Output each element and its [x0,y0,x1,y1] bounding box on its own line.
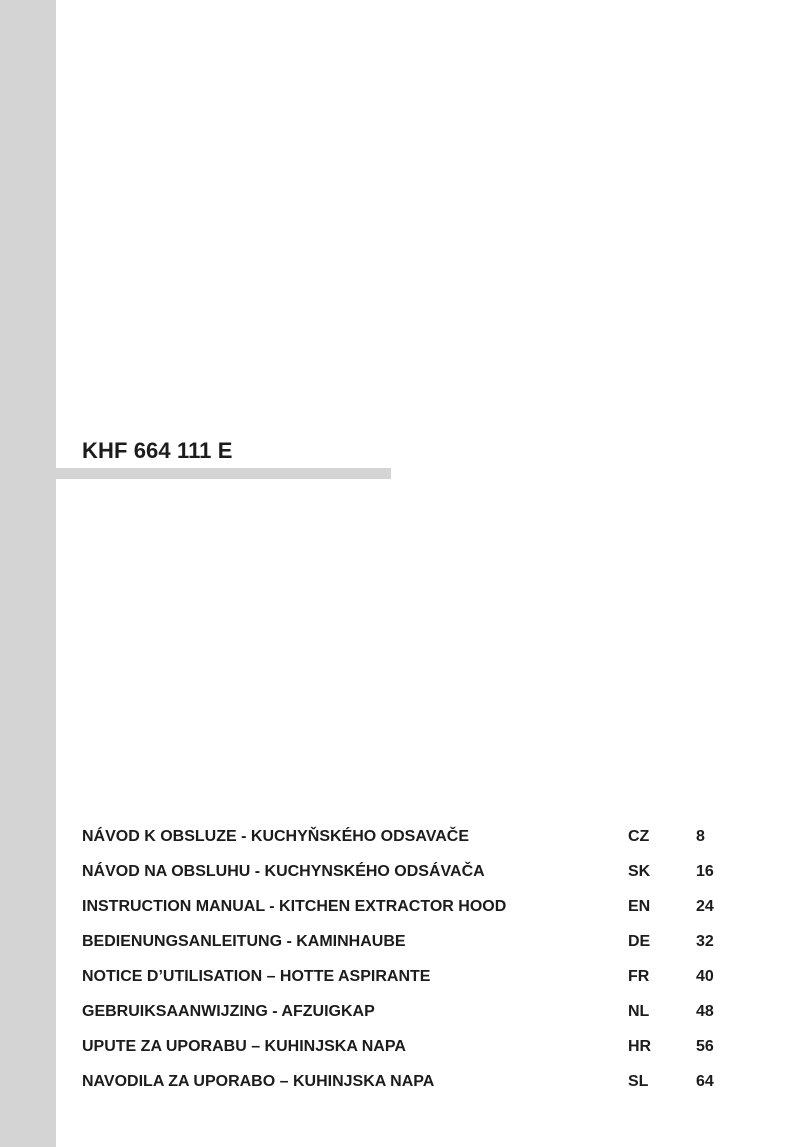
table-of-contents [82,826,742,1106]
toc-title: NÁVOD K OBSLUZE - KUCHYŇSKÉHO ODSAVAČE [82,828,469,845]
toc-title: UPUTE ZA UPORABU – KUHINJSKA NAPA [82,1038,406,1055]
toc-language-code: EN [628,898,651,915]
toc-row-nl[interactable] [82,1001,742,1036]
toc-row-hr[interactable] [82,1036,742,1071]
toc-page-number: 24 [696,898,714,915]
toc-language-code: FR [628,968,650,985]
toc-language-code: HR [628,1038,652,1055]
toc-title: NOTICE D’UTILISATION – HOTTE ASPIRANTE [82,968,431,985]
toc-page-number: 32 [696,933,714,950]
toc-title: INSTRUCTION MANUAL - KITCHEN EXTRACTOR HOOD [82,898,507,915]
toc-page-number: 56 [696,1038,714,1055]
toc-page-number: 40 [696,968,714,985]
toc-title: NAVODILA ZA UPORABO – KUHINJSKA NAPA [82,1073,435,1090]
title-underline-bar [56,468,391,479]
toc-title: NÁVOD NA OBSLUHU - KUCHYNSKÉHO ODSÁVAČA [82,863,485,880]
toc-language-code: DE [628,933,651,950]
toc-language-code: NL [628,1003,650,1020]
toc-page-number: 48 [696,1003,714,1020]
left-gray-band [0,0,56,1147]
toc-row-sk[interactable] [82,861,742,896]
toc-page-number: 64 [696,1073,714,1090]
toc-language-code: SL [628,1073,649,1090]
toc-row-fr[interactable] [82,966,742,1001]
toc-row-cz[interactable] [82,826,742,861]
toc-title: GEBRUIKSAANWIJZING - AFZUIGKAP [82,1003,375,1020]
toc-language-code: CZ [628,828,650,845]
toc-page-number: 16 [696,863,714,880]
model-title: KHF 664 111 E [82,438,233,463]
toc-row-de[interactable] [82,931,742,966]
toc-title: BEDIENUNGSANLEITUNG - KAMINHAUBE [82,933,406,950]
toc-page-number: 8 [696,828,705,845]
toc-row-en[interactable] [82,896,742,931]
toc-row-sl[interactable] [82,1071,742,1106]
toc-language-code: SK [628,863,651,880]
